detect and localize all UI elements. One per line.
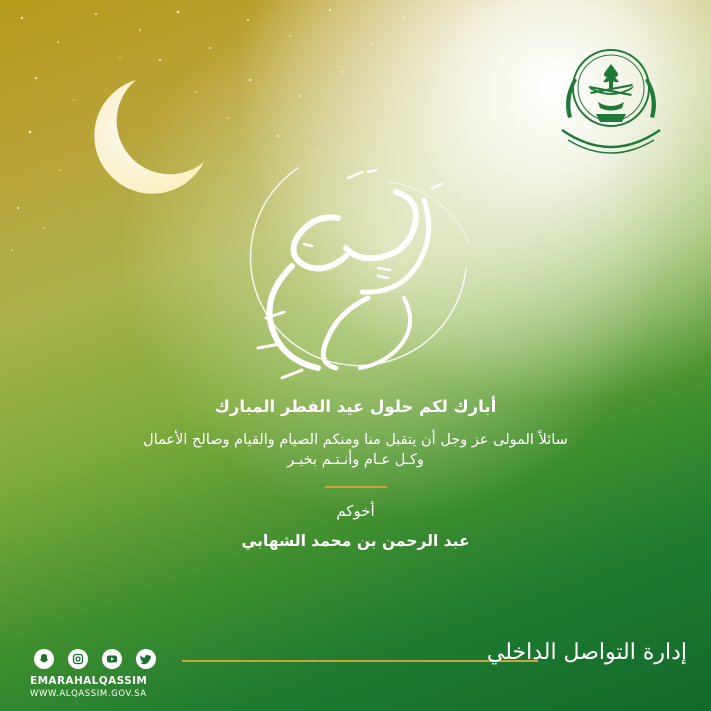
signer-name: عبد الرحمن بن محمد الشهابي xyxy=(241,531,470,550)
instagram-icon[interactable] xyxy=(68,649,88,669)
crescent-moon-icon xyxy=(78,70,218,210)
footer-divider xyxy=(182,660,538,662)
twitter-icon[interactable] xyxy=(136,649,156,669)
signoff: أخوكم xyxy=(336,501,375,520)
saudi-emblem-icon xyxy=(538,22,684,168)
eid-saeed-calligraphy xyxy=(228,148,478,388)
youtube-icon[interactable] xyxy=(102,649,122,669)
calligraphy-text: عيد سعيد xyxy=(353,268,357,269)
snapchat-icon[interactable] xyxy=(34,649,54,669)
department-signature: إدارة التواصل الداخلي xyxy=(486,640,687,665)
gold-divider xyxy=(325,486,387,488)
greeting-headline: أبارك لكم حلول عيد الفطر المبارك xyxy=(214,397,497,416)
wish-line-1: سائلاً المولى عز وجل أن يتقبل منا ومنكم الصيام والقيام وصالح الأعمال xyxy=(143,432,568,448)
website-link[interactable]: WWW.ALQASSIM.GOV.SA xyxy=(30,689,147,699)
social-handle: EMARAHALQASSIM xyxy=(30,675,148,687)
greeting-message xyxy=(40,397,671,550)
social-icons xyxy=(34,649,156,669)
wish-line-2: وكـل عـام وأنـتـم بخيـر xyxy=(287,452,424,468)
